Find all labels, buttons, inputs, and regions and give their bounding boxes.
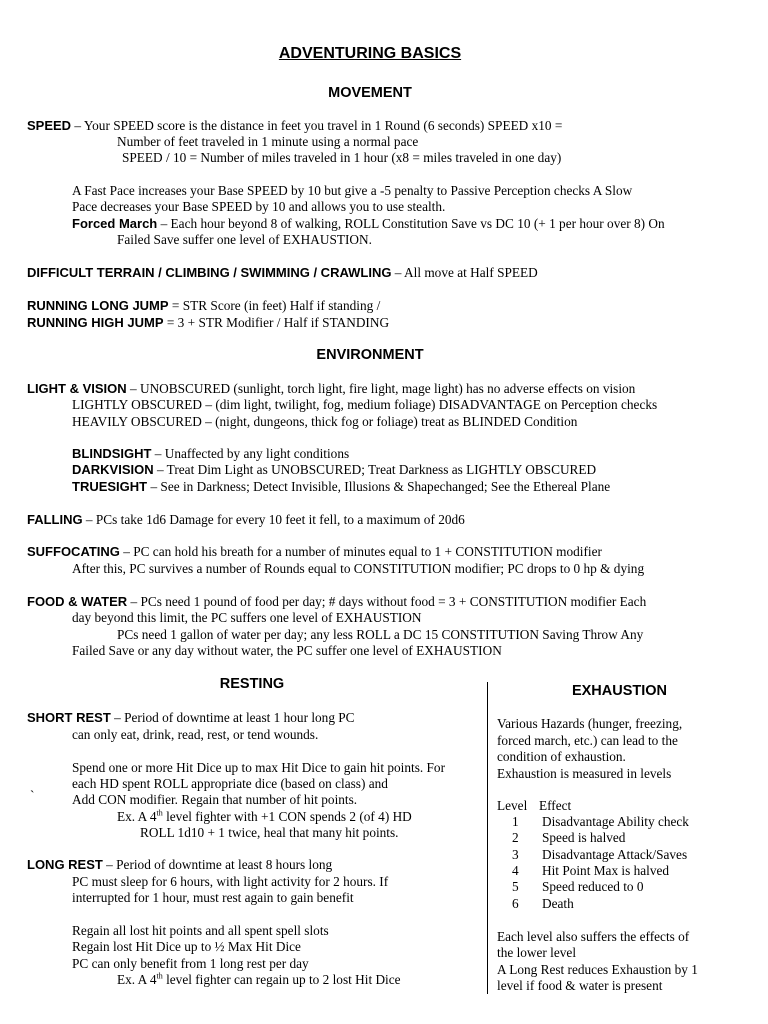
short-rest-line-5: Add CON modifier. Regain that number of hit points. <box>72 792 358 807</box>
short-rest-line-4: each HD spent ROLL appropriate dice (based on class) and <box>72 776 388 791</box>
food-line-1 <box>27 594 646 610</box>
light-text: – UNOBSCURED (sunlight, torch light, fire light, mage light) has no adverse effects on vision <box>126 381 636 396</box>
suffocating-label: SUFFOCATING <box>27 544 120 559</box>
food-line-3: PCs need 1 gallon of water per day; any less ROLL a DC 15 CONSTITUTION Saving Throw Any <box>117 627 644 642</box>
darkvision-text: – Treat Dim Light as UNOBSCURED; Treat Darkness as LIGHTLY OBSCURED <box>153 462 597 477</box>
falling-line <box>27 512 465 528</box>
truesight-line <box>72 479 610 495</box>
long-jump-label: RUNNING LONG JUMP <box>27 298 169 313</box>
falling-label: FALLING <box>27 512 83 527</box>
forced-march-label: Forced March <box>72 216 158 231</box>
column-divider <box>487 682 488 994</box>
light-line-3: HEAVILY OBSCURED – (night, dungeons, thick fog or foliage) treat as BLINDED Condition <box>72 414 578 429</box>
short-rest-line-3: Spend one or more Hit Dice up to max Hit Dice to gain hit points. For <box>72 760 445 775</box>
truesight-label: TRUESIGHT <box>72 479 148 494</box>
light-line-2: LIGHTLY OBSCURED – (dim light, twilight, fog, medium foliage) DISADVANTAGE on Perception checks <box>72 397 658 412</box>
long-rest-text: – Period of downtime at least 8 hours long <box>102 857 333 872</box>
terrain-text: – All move at Half SPEED <box>391 265 538 280</box>
terrain-label: DIFFICULT TERRAIN / CLIMBING / SWIMMING / CRAWLING <box>27 265 392 280</box>
page-title: ADVENTURING BASICS <box>278 45 462 62</box>
suffocating-line-1 <box>27 544 602 560</box>
long-rest-line-6: PC can only benefit from 1 long rest per day <box>72 956 309 971</box>
forced-march-line-2: Failed Save suffer one level of EXHAUSTION. <box>117 232 372 247</box>
short-rest-label: SHORT REST <box>27 710 111 725</box>
exhaustion-outro-2: the lower level <box>497 945 577 960</box>
exhaustion-intro-3: condition of exhaustion. <box>497 749 626 764</box>
level-number: 3 <box>512 847 519 862</box>
darkvision-label: DARKVISION <box>72 462 154 477</box>
high-jump-label: RUNNING HIGH JUMP <box>27 315 164 330</box>
high-jump-text: = 3 + STR Modifier / Half if STANDING <box>163 315 390 330</box>
long-jump-text: = STR Score (in feet) Half if standing / <box>168 298 381 313</box>
forced-march-line-1 <box>72 216 665 232</box>
exhaustion-heading: EXHAUSTION <box>571 683 668 699</box>
speed-line-1 <box>27 118 562 134</box>
level-effect: Speed reduced to 0 <box>542 879 644 894</box>
exhaustion-outro-3: A Long Rest reduces Exhaustion by 1 <box>497 962 698 977</box>
long-rest-example-sup: th <box>156 971 163 981</box>
exhaustion-intro-4: Exhaustion is measured in levels <box>497 766 672 781</box>
speed-label: SPEED <box>27 118 72 133</box>
blindsight-label: BLINDSIGHT <box>72 446 152 461</box>
exhaustion-col-level: Level <box>497 798 528 813</box>
stray-mark: ` <box>30 788 35 803</box>
level-number: 2 <box>512 830 519 845</box>
speed-text: – Your SPEED score is the distance in feet you travel in 1 Round (6 seconds) SPEED x10 = <box>71 118 563 133</box>
environment-heading: ENVIRONMENT <box>316 347 424 363</box>
suffocating-line-2: After this, PC survives a number of Rounds equal to CONSTITUTION modifier; PC drops to 0 hp & dying <box>72 561 645 576</box>
blindsight-text: – Unaffected by any light conditions <box>151 446 350 461</box>
truesight-text: – See in Darkness; Detect Invisible, Illusions & Shapechanged; See the Ethereal Plane <box>147 479 611 494</box>
long-rest-line-5: Regain lost Hit Dice up to ½ Max Hit Dice <box>72 939 301 954</box>
level-effect: Speed is halved <box>542 830 626 845</box>
blindsight-line <box>72 446 349 462</box>
short-rest-line-2: can only eat, drink, read, rest, or tend wounds. <box>72 727 319 742</box>
resting-heading: RESTING <box>219 676 285 692</box>
exhaustion-intro-2: forced march, etc.) can lead to the <box>497 733 678 748</box>
level-effect: Disadvantage Attack/Saves <box>542 847 688 862</box>
exhaustion-intro-1: Various Hazards (hunger, freezing, <box>497 716 683 731</box>
falling-text: – PCs take 1d6 Damage for every 10 feet it fell, to a maximum of 20d6 <box>82 512 465 527</box>
terrain-line <box>27 265 538 281</box>
exhaustion-outro-4: level if food & water is present <box>497 978 663 993</box>
darkvision-line <box>72 462 596 478</box>
long-rest-line-2: PC must sleep for 6 hours, with light activity for 2 hours. If <box>72 874 389 889</box>
level-number: 6 <box>512 896 519 911</box>
forced-march-text: – Each hour beyond 8 of walking, ROLL Constitution Save vs DC 10 (+ 1 per hour over 8) On <box>157 216 665 231</box>
level-effect: Hit Point Max is halved <box>542 863 670 878</box>
short-rest-example-sup: th <box>156 808 163 818</box>
suffocating-text: – PC can hold his breath for a number of minutes equal to 1 + CONSTITUTION modifier <box>119 544 602 559</box>
level-number: 4 <box>512 863 519 878</box>
pace-line-1: A Fast Pace increases your Base SPEED by 10 but give a -5 penalty to Passive Perception checks A Slow <box>72 183 633 198</box>
speed-line-3: SPEED / 10 = Number of miles traveled in 1 hour (x8 = miles traveled in one day) <box>122 150 562 165</box>
level-number: 1 <box>512 814 519 829</box>
long-rest-line-1 <box>27 857 332 873</box>
long-jump-line <box>27 298 380 314</box>
high-jump-line <box>27 315 389 331</box>
long-rest-line-3: interrupted for 1 hour, must rest again to gain benefit <box>72 890 354 905</box>
short-rest-example-line <box>117 809 412 825</box>
long-rest-example-b: level fighter can regain up to 2 lost Hit Dice <box>162 972 401 987</box>
level-effect: Disadvantage Ability check <box>542 814 689 829</box>
level-effect: Death <box>542 896 574 911</box>
food-line-4: Failed Save or any day without water, the PC suffer one level of EXHAUSTION <box>72 643 502 658</box>
short-rest-example-b: level fighter with +1 CON spends 2 (of 4) HD <box>162 809 412 824</box>
long-rest-line-4: Regain all lost hit points and all spent spell slots <box>72 923 329 938</box>
level-number: 5 <box>512 879 519 894</box>
short-rest-text: – Period of downtime at least 1 hour long PC <box>110 710 355 725</box>
exhaustion-col-effect: Effect <box>539 798 572 813</box>
food-line-2: day beyond this limit, the PC suffers one level of EXHAUSTION <box>72 610 422 625</box>
short-rest-line-1 <box>27 710 355 726</box>
exhaustion-outro-1: Each level also suffers the effects of <box>497 929 690 944</box>
long-rest-label: LONG REST <box>27 857 103 872</box>
short-rest-example-a: Ex. A 4 <box>117 809 157 824</box>
speed-line-2: Number of feet traveled in 1 minute using a normal pace <box>117 134 419 149</box>
long-rest-example-line <box>117 972 401 988</box>
pace-line-2: Pace decreases your Base SPEED by 10 and allows you to use stealth. <box>72 199 446 214</box>
long-rest-example-a: Ex. A 4 <box>117 972 157 987</box>
short-rest-line-roll: ROLL 1d10 + 1 twice, heal that many hit points. <box>140 825 399 840</box>
light-line-1 <box>27 381 635 397</box>
food-label: FOOD & WATER <box>27 594 128 609</box>
food-text: – PCs need 1 pound of food per day; # days without food = 3 + CONSTITUTION modifier Each <box>127 594 647 609</box>
light-label: LIGHT & VISION <box>27 381 127 396</box>
movement-heading: MOVEMENT <box>328 85 412 101</box>
